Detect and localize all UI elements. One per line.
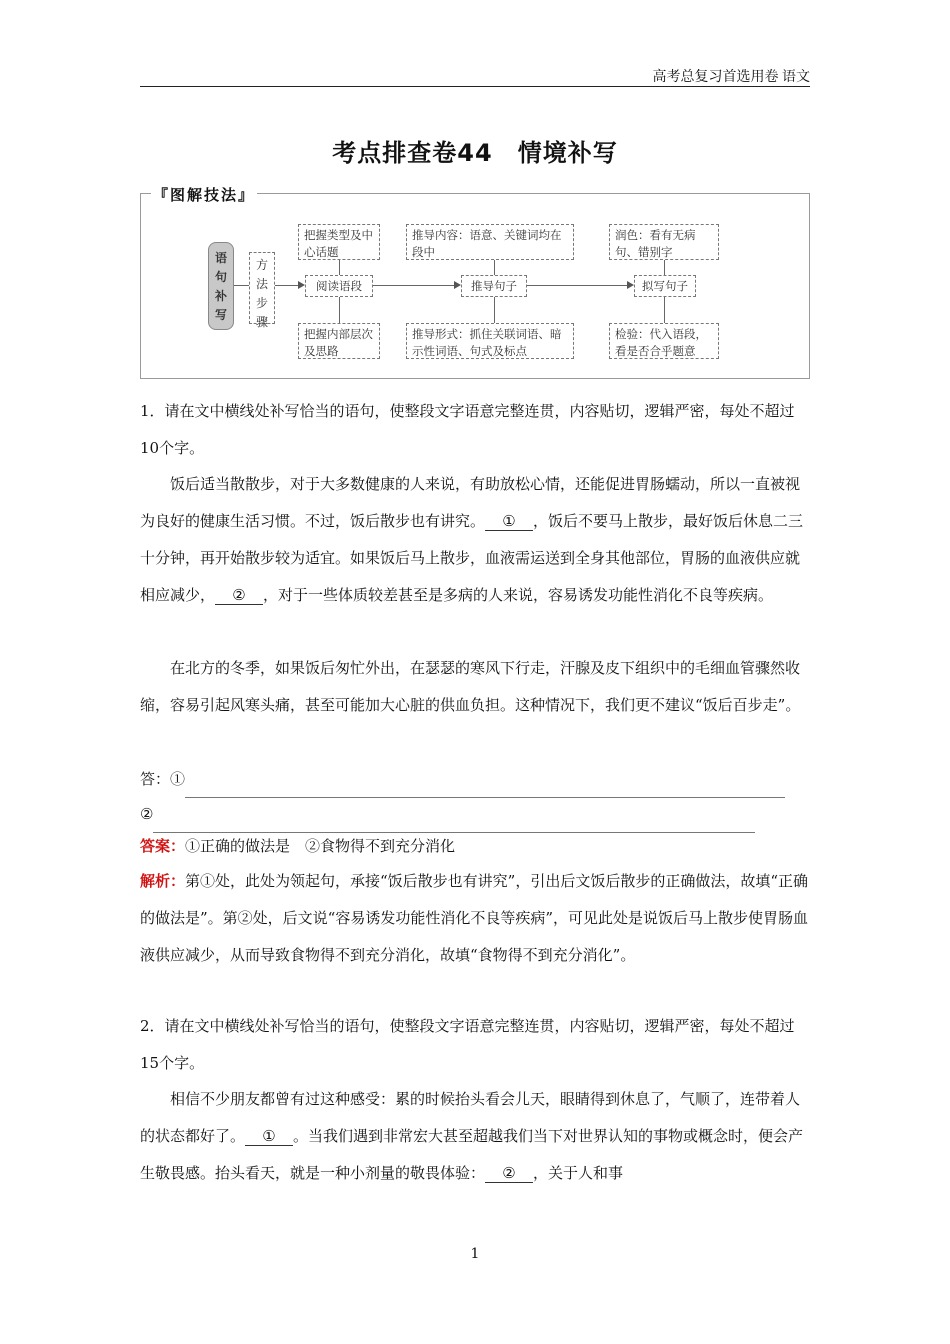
q1-answer-line-1 [140, 761, 812, 798]
answer-label-2: ② [140, 805, 154, 823]
step3-main-box: 拟写句子 [634, 275, 696, 297]
diagram-tag: 『图解技法』 [153, 186, 256, 204]
step2-main-box: 推导句子 [461, 275, 527, 297]
step3-top-box: 润色：看有无病句、错别字 [609, 224, 719, 260]
diagram-method: 方 法 步 骤 [249, 252, 275, 324]
answer-blank-line [185, 777, 785, 798]
arrow-icon [298, 281, 305, 289]
q2-prompt: 2．请在文中横线处补写恰当的语句，使整段文字语意完整连贯，内容贴切，逻辑严密，每处不超过15个字。 [140, 1017, 795, 1072]
step1-top-box: 把握类型及中心话题 [298, 224, 380, 260]
connector [664, 260, 665, 275]
connector [664, 297, 665, 323]
q2-blank-1: ① [245, 1127, 293, 1146]
q1-passage-paragraph-2: 在北方的冬季，如果饭后匆忙外出，在瑟瑟的寒风下行走，汗腺及皮下组织中的毛细血管骤然收缩，容易引起风寒头痛，甚至可能加大心脏的供血负担。这种情况下，我们更不建议“饭后百步走”。 [140, 659, 801, 714]
arrow-icon [627, 281, 634, 289]
answer-heading: 答案： [140, 837, 186, 855]
page-number: 1 [470, 1246, 480, 1262]
q2-passage [140, 1081, 812, 1192]
answer-label-1: 答：① [140, 770, 186, 788]
q1-blank-2: ② [215, 586, 263, 605]
q1-analysis [140, 863, 812, 974]
q2-text-b: 。当我们遇到非常宏大甚至超越我们当下对世界认知的事物或概念时，便会产生敬畏感。抬头看天，就是一种小剂量的敬畏体验： [140, 1127, 804, 1182]
q1-text-a: 饭后适当散散步，对于大多数健康的人来说，有助放松心情，还能促进胃肠蠕动，所以一直被视为良好的健康生活习惯。不过，饭后散步也有讲究。 [140, 475, 801, 530]
step1-bottom-box: 把握内部层次及思路 [298, 323, 380, 359]
running-header: 高考总复习首选用卷 语文 [652, 70, 810, 85]
connector [527, 285, 630, 286]
connector [339, 260, 340, 275]
connector [494, 260, 495, 275]
arrow-icon [454, 281, 461, 289]
step3-bottom-box: 检验：代入语段，看是否合乎题意 [609, 323, 719, 359]
q1-text-b: ，饭后不要马上散步，最好饭后休息二三十分钟，再开始散步较为适宜。如果饭后马上散步，血液需运送到全身其他部位，胃肠的血液供应就相应减少， [140, 512, 804, 604]
q2-text-c: ，关于人和事 [533, 1164, 624, 1182]
step1-main-box: 阅读语段 [305, 275, 373, 297]
q1-text-c: ，对于一些体质较差甚至是多病的人来说，容易诱发功能性消化不良等疾病。 [263, 586, 774, 604]
q2-text-a: 相信不少朋友都曾有过这种感受：累的时候抬头看会儿天，眼睛得到休息了，气顺了，连带着人的状态都好了。 [140, 1090, 801, 1145]
header-rule [140, 86, 810, 87]
connector [494, 297, 495, 323]
q1-blank-1: ① [485, 512, 533, 531]
analysis-heading: 解析： [140, 872, 186, 890]
q1-answer [140, 828, 812, 865]
diagram-root: 语 句 补 写 [208, 242, 234, 330]
q1-prompt: 1．请在文中横线处补写恰当的语句，使整段文字语意完整连贯，内容贴切，逻辑严密，每处不超过10个字。 [140, 402, 795, 457]
analysis-text: 第①处，此处为领起句，承接“饭后散步也有讲究”，引出后文饭后散步的正确做法，故填“正确的做法是”。第②处，后文说“容易诱发功能性消化不良等疾病”，可见此处是说饭后马上散步使胃肠血液供应减少，从而导致食物得不到充分消化，故填“食物得不到充分消化”。 [140, 872, 809, 964]
connector [339, 297, 340, 323]
method-diagram [140, 186, 810, 379]
step2-top-box: 推导内容：语意、关键词均在段中 [406, 224, 574, 260]
connector [373, 285, 457, 286]
q1-passage-paragraph-1 [140, 466, 812, 614]
q2-blank-2: ② [485, 1164, 533, 1183]
page-title: 考点排查卷44 情境补写 [332, 139, 618, 167]
step2-bottom-box: 推导形式：抓住关联词语、暗示性词语、句式及标点 [406, 323, 574, 359]
connector [234, 285, 249, 286]
answer-text: ①正确的做法是 ②食物得不到充分消化 [185, 837, 456, 855]
